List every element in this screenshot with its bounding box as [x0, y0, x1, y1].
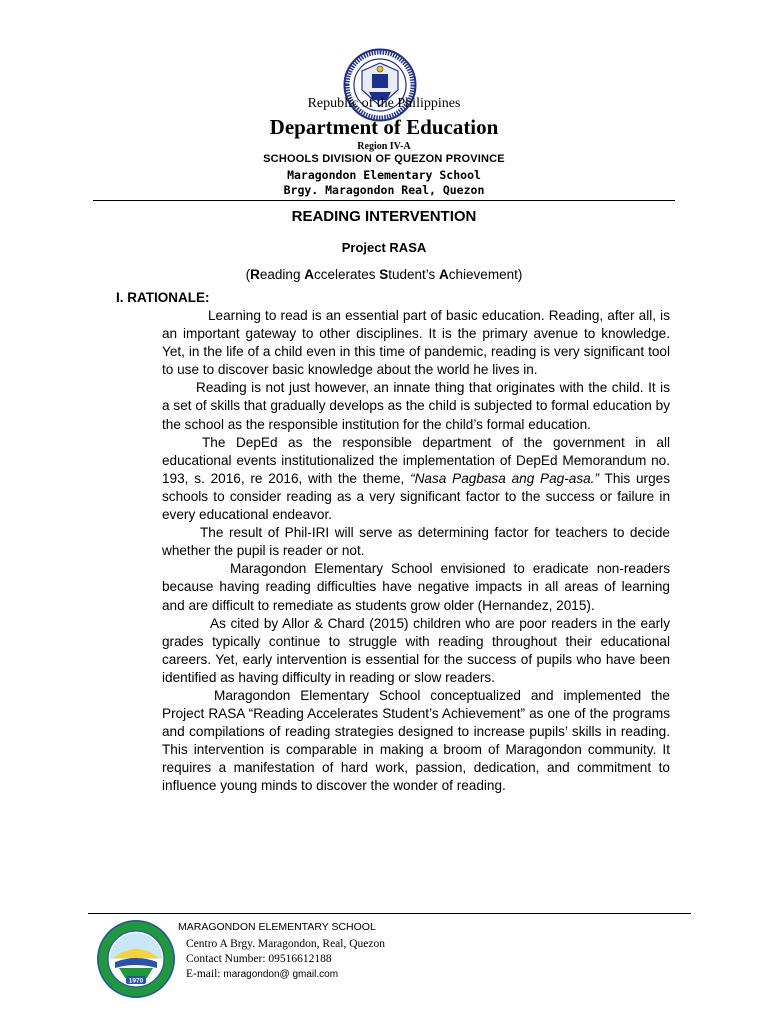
paragraph: The result of Phil-IRI will serve as determining factor for teachers to decide whether the pupil is reader or not.	[162, 525, 670, 559]
paragraph: Learning to read is an essential part of basic education. Reading, after all, is an important gateway to other disciplines. It is the primary avenue to knowledge. Yet, in the life of a child even in this time of pandemic, reading is very significant tool to use to discover basic knowledge about the world he lives in.	[162, 308, 670, 378]
page-title: READING INTERVENTION	[291, 208, 477, 225]
paragraph: Maragondon Elementary School conceptualized and implemented the Project RASA “Reading Accelerates Student’s Achievement” as one of the programs and compilations of reading strategies designed to increase pupils’ skills in reading. This intervention is comparable in making a broom of Maragondon community. It requires a manifestation of hard work, passion, dedication, and commitment to influence young minds to discover the wonder of reading.	[162, 687, 670, 794]
division-heading: SCHOOLS DIVISION OF QUEZON PROVINCE	[263, 153, 505, 165]
footer-school-name: MARAGONDON ELEMENTARY SCHOOL	[178, 921, 376, 933]
school-logo-icon	[95, 918, 177, 1000]
paragraph: The DepEd as the responsible department of the government in all educational events institutionalized the implementation of DepEd Memorandum no. 193, s. 2016, re 2016, with the theme, “Nasa Pagbasa ang Pag-asa.” This urges schools to consider reading as a very significant factor to the success or failure in every educational endeavor.	[162, 434, 670, 523]
footer-address: Centro A Brgy. Maragondon, Real, Quezon	[186, 938, 385, 950]
paragraph: As cited by Allor & Chard (2015) children who are poor readers in the early grades typically continue to struggle with reading throughout their educational careers. Yet, early intervention is essential for the success of pupils who have been identified as having difficulty in reading or slow readers.	[162, 615, 670, 685]
logo-year: 1970	[128, 977, 144, 985]
paragraph: Reading is not just however, an innate thing that originates with the child. It is a set of skills that gradually develops as the child is subjected to formal education by the school as the responsible institution for the child’s formal education.	[162, 380, 670, 432]
project-acronym: (Reading Accelerates Student’s Achievement)	[245, 267, 523, 282]
contact-number: 09516612188	[268, 953, 332, 965]
section-heading: I. RATIONALE:	[116, 290, 210, 305]
department-heading: Department of Education	[269, 115, 499, 139]
email-address: maragondon@ gmail.com	[223, 969, 339, 980]
footer-divider	[88, 913, 691, 914]
header-divider	[93, 200, 675, 201]
rationale-body	[162, 307, 670, 796]
school-heading: Maragondon Elementary School	[287, 168, 481, 182]
footer-contact: Contact Number: 09516612188	[186, 953, 332, 965]
footer-email: E-mail: maragondon@ gmail.com	[186, 968, 339, 980]
barangay-heading: Brgy. Maragondon Real, Quezon	[283, 183, 485, 197]
republic-heading: Republic of the Philippines	[307, 96, 461, 111]
theme-quote: “Nasa Pagbasa ang Pag-asa.”	[410, 470, 599, 486]
paragraph: Maragondon Elementary School envisioned to eradicate non-readers because having reading difficulties have negative impacts in all areas of learning and are difficult to remediate as students grow older (Hernandez, 2015).	[162, 561, 670, 613]
region-heading: Region IV-A	[357, 141, 411, 152]
project-name: Project RASA	[341, 240, 427, 255]
